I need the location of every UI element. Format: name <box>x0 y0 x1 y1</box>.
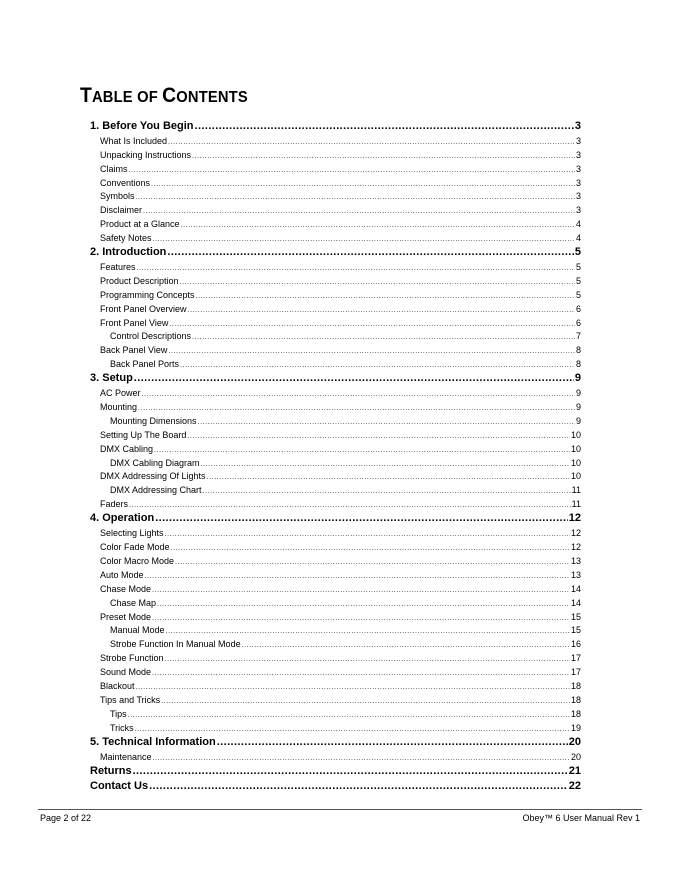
toc-entry-title: Tips <box>110 708 127 719</box>
toc-entry[interactable] <box>90 384 581 398</box>
toc-entry-title: Unpacking Instructions <box>100 149 192 160</box>
toc-chapter-entry[interactable] <box>90 733 581 748</box>
toc-entry-title: Faders <box>100 499 129 510</box>
toc-entry-page: 3 <box>575 205 581 216</box>
title-part: T <box>80 84 92 107</box>
toc-entry-page: 8 <box>575 359 581 370</box>
dot-leader <box>151 179 575 188</box>
toc-entry-page: 4 <box>575 233 581 244</box>
toc-entry-page: 14 <box>570 583 581 594</box>
toc-entry[interactable] <box>90 314 581 328</box>
toc-entry-page: 3 <box>574 120 581 132</box>
toc-chapter-entry[interactable] <box>90 777 581 792</box>
dot-leader <box>142 389 575 398</box>
toc-entry-page: 6 <box>575 303 581 314</box>
toc-entry[interactable] <box>90 481 581 495</box>
toc-entry[interactable] <box>90 188 581 202</box>
toc-entry[interactable] <box>90 258 581 272</box>
dot-leader <box>180 360 575 369</box>
toc-entry[interactable] <box>90 705 581 719</box>
toc-entry-title: Front Panel View <box>100 317 169 328</box>
toc-entry-page: 10 <box>570 457 581 468</box>
toc-entry[interactable] <box>90 468 581 482</box>
toc-entry-page: 10 <box>570 429 581 440</box>
toc-entry-page: 20 <box>568 735 581 748</box>
toc-entry-title: Programming Concepts <box>100 289 195 300</box>
dot-leader <box>198 417 575 426</box>
dot-leader <box>152 585 570 594</box>
toc-entry[interactable] <box>90 552 581 566</box>
dot-leader <box>136 192 575 201</box>
dot-leader <box>203 486 571 495</box>
toc-entry-page: 18 <box>570 708 581 719</box>
dot-leader <box>152 613 570 622</box>
toc-entry-page: 7 <box>575 331 581 342</box>
toc-entry-title: Manual Mode <box>110 625 165 636</box>
dot-leader <box>195 121 574 132</box>
toc-entry-title: Product Description <box>100 275 179 286</box>
toc-entry-title: Strobe Function In Manual Mode <box>110 639 241 650</box>
table-of-contents <box>90 117 581 792</box>
dot-leader <box>133 766 568 777</box>
toc-entry-title: Front Panel Overview <box>100 303 187 314</box>
toc-entry[interactable] <box>90 748 581 762</box>
dot-leader <box>169 319 575 328</box>
dot-leader <box>152 668 570 677</box>
toc-entry-page: 18 <box>570 680 581 691</box>
toc-entry-title: What Is Included <box>100 135 168 146</box>
toc-entry-page: 4 <box>575 219 581 230</box>
dot-leader <box>192 332 575 341</box>
toc-entry[interactable] <box>90 286 581 300</box>
toc-chapter-entry[interactable] <box>90 117 581 132</box>
toc-entry[interactable] <box>90 201 581 215</box>
toc-entry[interactable] <box>90 412 581 426</box>
title-part: C <box>162 84 177 107</box>
toc-entry-title: Color Fade Mode <box>100 542 170 553</box>
dot-leader <box>165 654 570 663</box>
toc-entry-page: 8 <box>575 345 581 356</box>
dot-leader <box>154 445 570 454</box>
dot-leader <box>217 737 568 748</box>
toc-entry-title: Features <box>100 262 136 273</box>
toc-entry-page: 3 <box>575 163 581 174</box>
toc-entry-page: 9 <box>575 388 581 399</box>
dot-leader <box>157 599 570 608</box>
dot-leader <box>168 137 575 146</box>
toc-chapter-entry[interactable] <box>90 509 581 524</box>
title-part: ABLE OF <box>91 89 163 106</box>
toc-entry[interactable] <box>90 355 581 369</box>
dot-leader <box>149 781 568 792</box>
toc-entry-page: 11 <box>571 485 581 496</box>
toc-entry-title: Setting Up The Board <box>100 429 187 440</box>
toc-entry-page: 3 <box>575 135 581 146</box>
toc-entry-page: 13 <box>570 555 581 566</box>
toc-entry[interactable] <box>90 649 581 663</box>
footer-document-name: Obey™ 6 User Manual Rev 1 <box>522 813 640 823</box>
toc-entry-page: 5 <box>575 275 581 286</box>
toc-entry-title: Auto Mode <box>100 569 144 580</box>
toc-chapter-entry[interactable] <box>90 243 581 258</box>
toc-entry-page: 10 <box>570 471 581 482</box>
toc-entry-page: 10 <box>570 443 581 454</box>
dot-leader <box>143 206 575 215</box>
toc-entry-page: 5 <box>574 246 581 259</box>
dot-leader <box>145 571 570 580</box>
toc-entry-title: Mounting <box>100 402 138 413</box>
toc-entry-title: Conventions <box>100 177 151 188</box>
toc-chapter-entry[interactable] <box>90 369 581 384</box>
toc-entry-title: 3. Setup <box>90 372 133 385</box>
dot-leader <box>207 472 570 481</box>
toc-entry-page: 18 <box>570 694 581 705</box>
toc-entry[interactable] <box>90 538 581 552</box>
toc-entry-title: Strobe Function <box>100 653 164 664</box>
toc-entry-title: Tips and Tricks <box>100 694 161 705</box>
toc-entry[interactable] <box>90 608 581 622</box>
toc-entry[interactable] <box>90 691 581 705</box>
toc-entry-title: DMX Cabling Diagram <box>110 457 200 468</box>
toc-entry[interactable] <box>90 677 581 691</box>
dot-leader <box>180 277 575 286</box>
footer-page-number: Page 2 of 22 <box>40 813 92 823</box>
toc-entry[interactable] <box>90 440 581 454</box>
toc-entry-title: Contact Us <box>90 779 149 792</box>
toc-entry-title: Chase Mode <box>100 583 152 594</box>
toc-entry-page: 17 <box>570 653 581 664</box>
dot-leader <box>187 431 570 440</box>
toc-entry-title: DMX Addressing Chart <box>110 485 202 496</box>
toc-entry-title: Mounting Dimensions <box>110 415 197 426</box>
toc-entry-title: Blackout <box>100 680 135 691</box>
toc-entry-title: 1. Before You Begin <box>90 120 194 132</box>
toc-entry-page: 14 <box>570 597 581 608</box>
toc-entry-title: Chase Map <box>110 597 157 608</box>
toc-entry[interactable] <box>90 594 581 608</box>
dot-leader <box>196 291 575 300</box>
dot-leader <box>138 403 575 412</box>
toc-entry-title: AC Power <box>100 388 141 399</box>
toc-entry[interactable] <box>90 229 581 243</box>
toc-entry-title: Preset Mode <box>100 611 152 622</box>
dot-leader <box>166 626 570 635</box>
dot-leader <box>128 710 570 719</box>
toc-entry[interactable] <box>90 160 581 174</box>
toc-entry-page: 3 <box>575 177 581 188</box>
dot-leader <box>165 529 570 538</box>
dot-leader <box>201 459 570 468</box>
toc-entry-page: 6 <box>575 317 581 328</box>
toc-entry-page: 22 <box>568 779 581 792</box>
toc-entry-page: 5 <box>575 262 581 273</box>
dot-leader <box>175 557 570 566</box>
toc-entry[interactable] <box>90 398 581 412</box>
toc-entry[interactable] <box>90 580 581 594</box>
toc-entry-page: 15 <box>570 625 581 636</box>
dot-leader <box>188 305 575 314</box>
toc-entry[interactable] <box>90 426 581 440</box>
toc-entry[interactable] <box>90 341 581 355</box>
toc-entry[interactable] <box>90 132 581 146</box>
dot-leader <box>136 682 570 691</box>
toc-entry[interactable] <box>90 566 581 580</box>
toc-entry[interactable] <box>90 215 581 229</box>
dot-leader <box>181 220 575 229</box>
dot-leader <box>137 263 575 272</box>
dot-leader <box>171 543 570 552</box>
toc-entry[interactable] <box>90 495 581 509</box>
dot-leader <box>161 696 570 705</box>
toc-entry-title: 5. Technical Information <box>90 735 216 748</box>
toc-entry-page: 9 <box>575 402 581 413</box>
toc-entry-page: 3 <box>575 191 581 202</box>
toc-entry-title: DMX Addressing Of Lights <box>100 471 206 482</box>
dot-leader <box>242 640 570 649</box>
dot-leader <box>168 346 575 355</box>
dot-leader <box>129 165 575 174</box>
toc-entry-page: 17 <box>570 667 581 678</box>
toc-entry-title: Sound Mode <box>100 667 152 678</box>
toc-entry-title: Maintenance <box>100 751 152 762</box>
dot-leader <box>135 724 570 733</box>
toc-entry[interactable] <box>90 524 581 538</box>
toc-entry[interactable] <box>90 272 581 286</box>
dot-leader <box>153 234 575 243</box>
dot-leader <box>134 373 574 384</box>
toc-entry[interactable] <box>90 174 581 188</box>
title-part: ONTENTS <box>176 89 248 106</box>
toc-entry-page: 9 <box>575 415 581 426</box>
dot-leader <box>155 513 568 524</box>
toc-entry-title: Disclaimer <box>100 205 143 216</box>
toc-entry-page: 12 <box>570 542 581 553</box>
toc-entry-page: 13 <box>570 569 581 580</box>
toc-entry-page: 19 <box>570 722 581 733</box>
page-title <box>80 84 248 108</box>
toc-entry[interactable] <box>90 635 581 649</box>
toc-entry-title: Symbols <box>100 191 135 202</box>
toc-entry-title: Safety Notes <box>100 233 152 244</box>
toc-entry[interactable] <box>90 719 581 733</box>
toc-chapter-entry[interactable] <box>90 762 581 777</box>
toc-entry[interactable] <box>90 328 581 342</box>
toc-entry[interactable] <box>90 663 581 677</box>
dot-leader <box>129 500 571 509</box>
dot-leader <box>153 753 570 762</box>
toc-entry-title: Selecting Lights <box>100 528 164 539</box>
toc-entry-page: 9 <box>574 372 581 385</box>
toc-entry-page: 12 <box>570 528 581 539</box>
toc-entry-page: 3 <box>575 149 581 160</box>
toc-entry-title: Returns <box>90 764 132 777</box>
toc-entry[interactable] <box>90 300 581 314</box>
toc-entry-page: 5 <box>575 289 581 300</box>
toc-entry-page: 11 <box>571 499 581 510</box>
toc-entry-title: 4. Operation <box>90 512 155 525</box>
footer-divider <box>38 809 642 810</box>
toc-entry-title: Claims <box>100 163 128 174</box>
toc-entry-page: 21 <box>568 764 581 777</box>
toc-entry-page: 16 <box>570 639 581 650</box>
toc-entry[interactable] <box>90 146 581 160</box>
toc-entry[interactable] <box>90 454 581 468</box>
toc-entry-title: Control Descriptions <box>110 331 192 342</box>
dot-leader <box>167 247 573 258</box>
toc-entry-page: 12 <box>568 512 581 525</box>
toc-entry-title: Back Panel Ports <box>110 359 180 370</box>
toc-entry-title: Tricks <box>110 722 134 733</box>
toc-entry-title: Back Panel View <box>100 345 168 356</box>
toc-entry-page: 15 <box>570 611 581 622</box>
toc-entry[interactable] <box>90 622 581 636</box>
toc-entry-title: Product at a Glance <box>100 219 180 230</box>
toc-entry-title: 2. Introduction <box>90 246 167 259</box>
toc-entry-title: Color Macro Mode <box>100 555 175 566</box>
toc-entry-title: DMX Cabling <box>100 443 154 454</box>
dot-leader <box>192 151 575 160</box>
toc-entry-page: 20 <box>570 751 581 762</box>
